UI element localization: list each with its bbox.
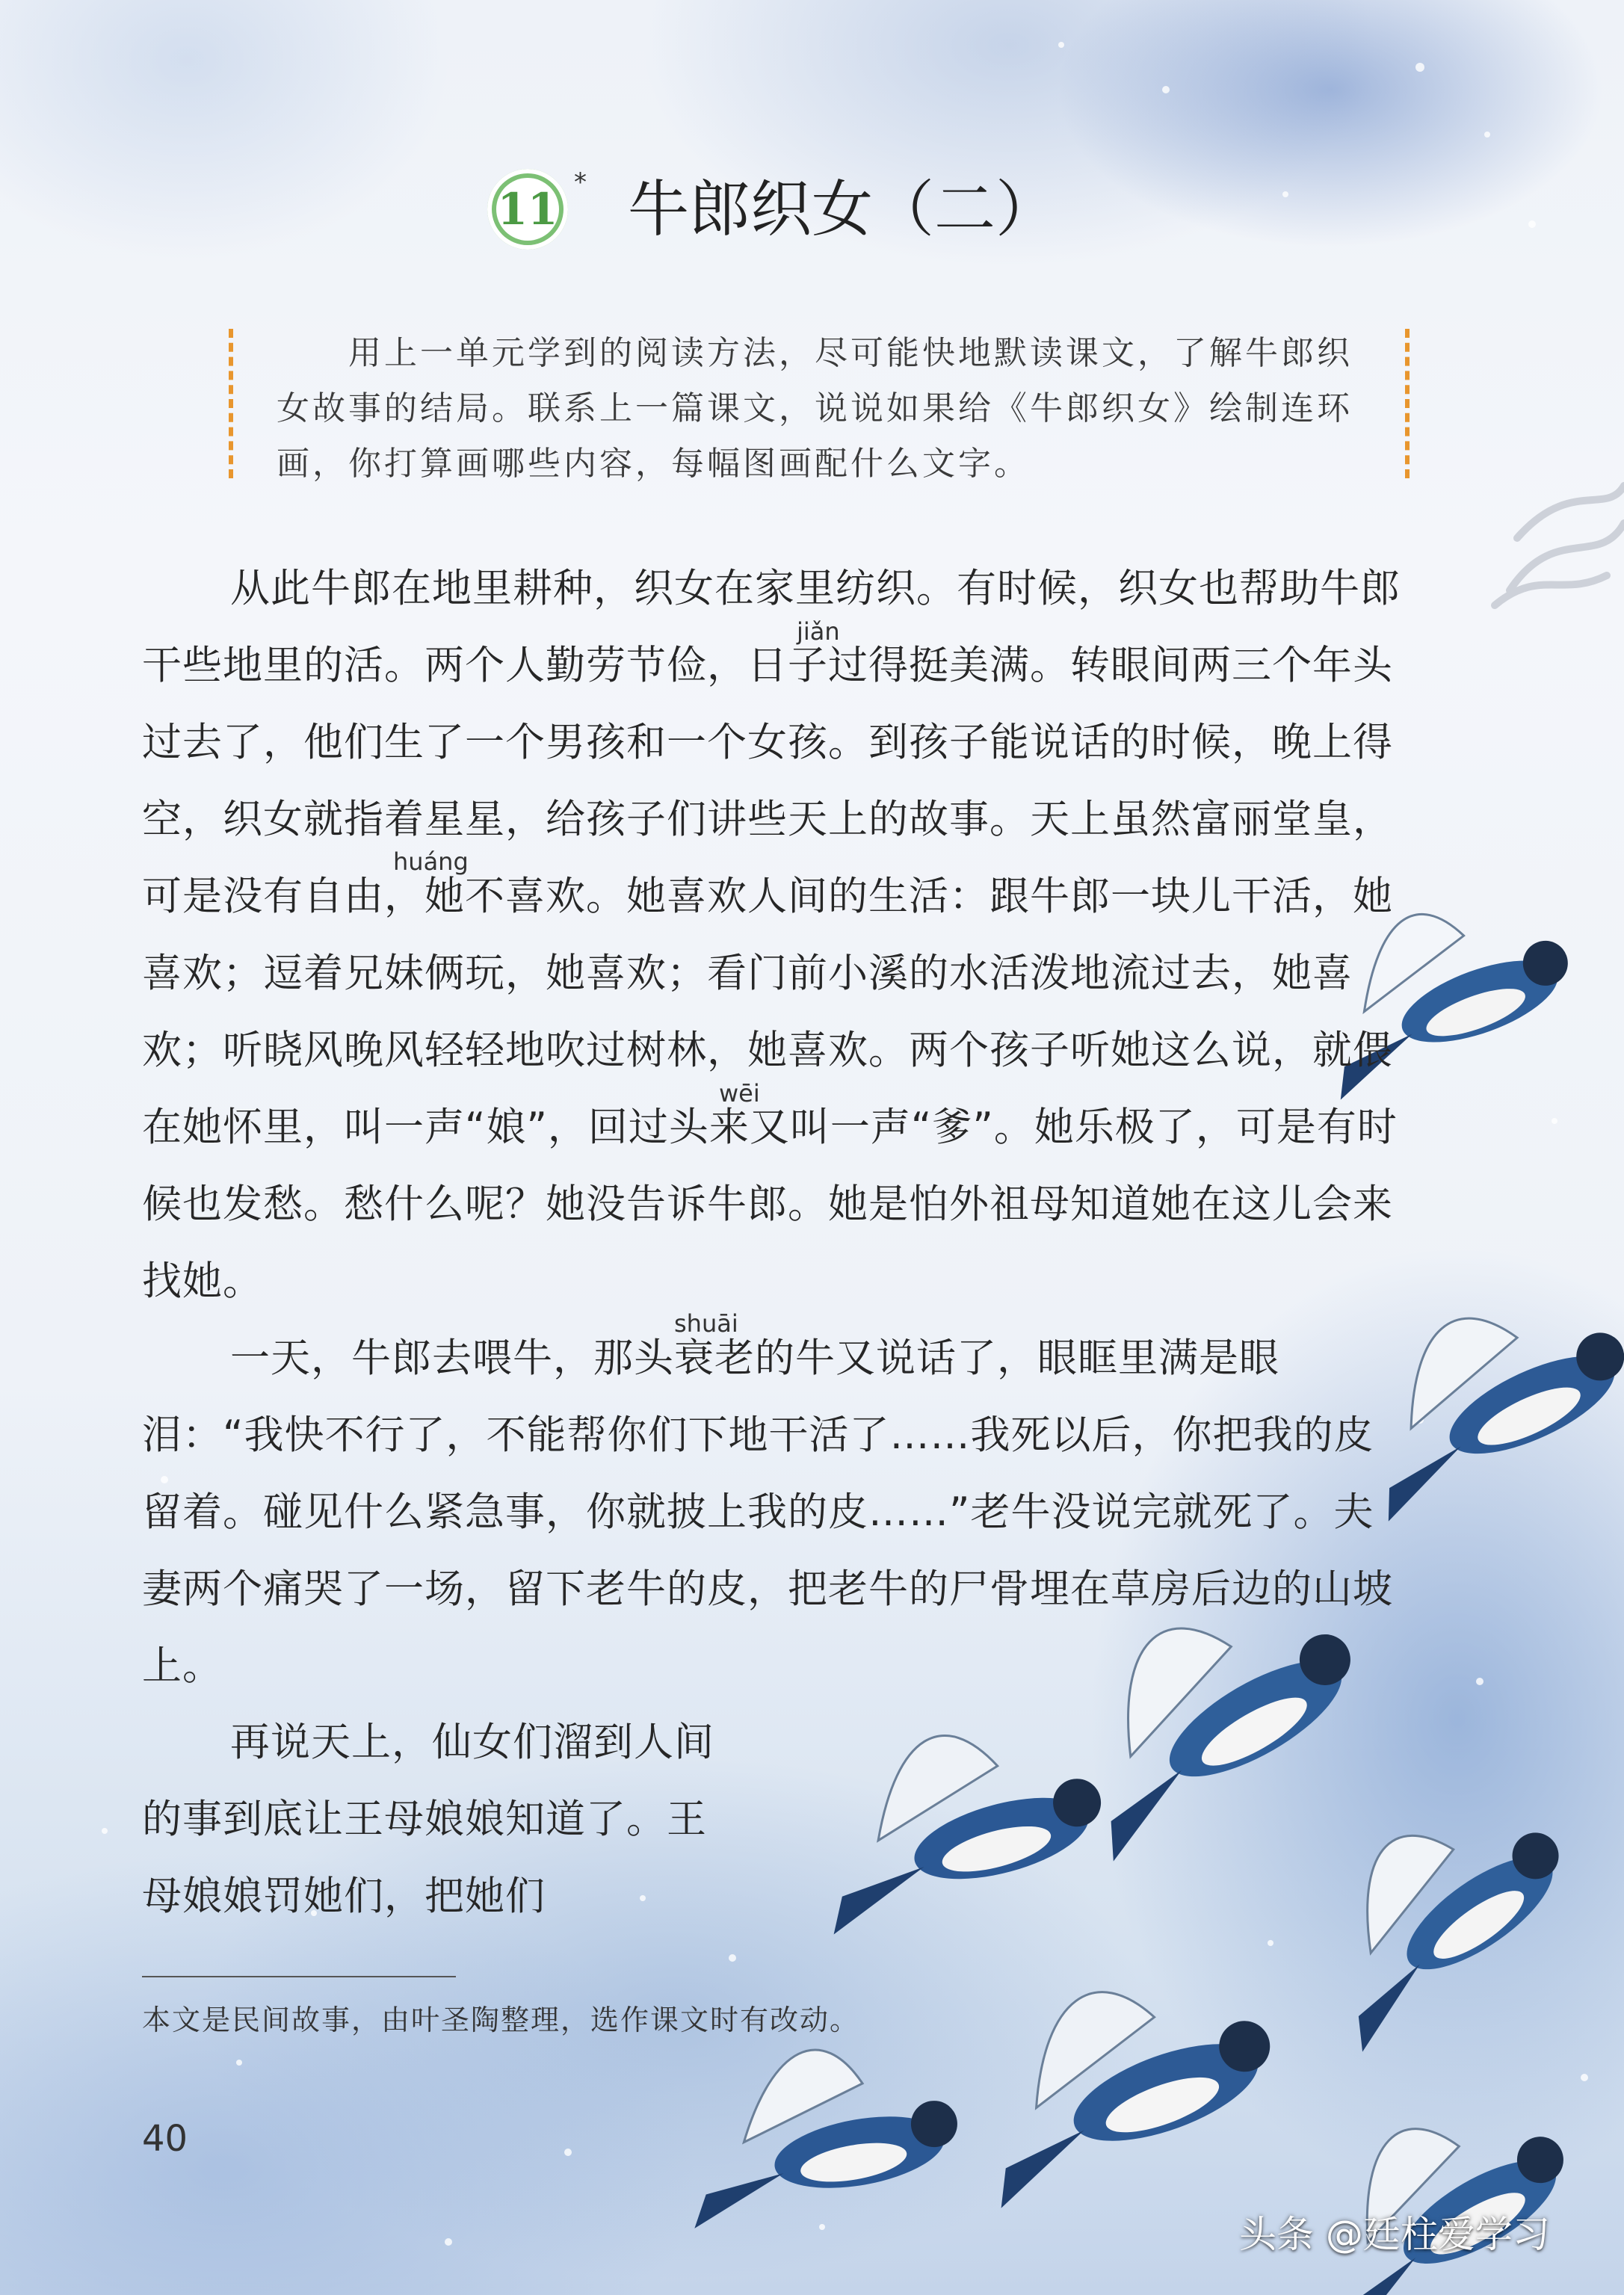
lesson-number-badge bbox=[487, 169, 568, 250]
pinyin-huang: huáng bbox=[393, 847, 469, 876]
silk-ribbon bbox=[1495, 486, 1624, 605]
tip-border-left bbox=[229, 329, 233, 478]
magpie-8 bbox=[1273, 2067, 1591, 2295]
footnote-rule bbox=[142, 1976, 456, 1977]
page-number: 40 bbox=[142, 2118, 188, 2160]
paragraph-3: 再说天上，仙女们溜到人间的事到底让王母娘娘知道了。王母娘娘罚她们，把她们 bbox=[142, 1720, 714, 1919]
paragraph-1: 从此牛郎在地里耕种，织女在家里纺织。有时候，织女也帮助牛郎干些地里的活。两个人勤劳节俭，日子过得挺美满。转眼间两三个年头过去了，他们生了一个男孩和一个女孩。到孩子能说话的时候，晚上得空，织女就指着星星，给孩子们讲些天上的故事。天上虽然富丽堂皇，可是没有自由，她不喜欢。她喜欢人间的生活：跟牛郎一块儿干活，她喜欢；逗着兄妹俩玩，她喜欢；看门前小溪的水活泼地流过去，她喜欢；听晓风晚风轻轻地吹过树林，她喜欢。两个孩子听她这么说，就偎在她怀里，叫一声“娘”，回过头来又叫一声“爹”。她乐极了，可是有时候也发愁。愁什么呢？她没告诉牛郎。她是怕外祖母知道她在这儿会来找她。 bbox=[142, 566, 1401, 1304]
reading-tip: 用上一单元学到的阅读方法，尽可能快地默读课文，了解牛郎织女故事的结局。联系上一篇课文，说说如果给《牛郎织女》绘制连环画，你打算画哪些内容，每幅图画配什么文字。 bbox=[277, 334, 1353, 483]
lesson-title: 牛郎织女（二） bbox=[628, 174, 1058, 245]
magpie-6 bbox=[942, 1942, 1291, 2208]
magpie-7 bbox=[667, 2027, 967, 2228]
tip-border-right bbox=[1405, 329, 1410, 478]
magpie-5 bbox=[1273, 1765, 1590, 2051]
pinyin-wei: wēi bbox=[719, 1079, 760, 1108]
watermark: 头条 @廷柱爱学习 bbox=[1239, 2213, 1550, 2256]
paragraph-2: 一天，牛郎去喂牛，那头衰老的牛又说话了，眼眶里满是眼泪：“我快不行了，不能帮你们下地干活了……我死以后，你把我的皮留着。碰见什么紧急事，你就披上我的皮……”老牛没说完就死了。夫妻两个痛哭了一场，留下老牛的皮，把老牛的尸骨埋在草房后边的山坡上。 bbox=[142, 1335, 1393, 1689]
footnote: 本文是民间故事，由叶圣陶整理，选作课文时有改动。 bbox=[142, 2004, 860, 2036]
lesson-number: 11 bbox=[496, 178, 559, 241]
magpie-4 bbox=[791, 1699, 1117, 1934]
pinyin-jian: jiǎn bbox=[797, 617, 840, 646]
pinyin-shuai: shuāi bbox=[674, 1309, 738, 1338]
self-study-star: * bbox=[574, 167, 587, 197]
